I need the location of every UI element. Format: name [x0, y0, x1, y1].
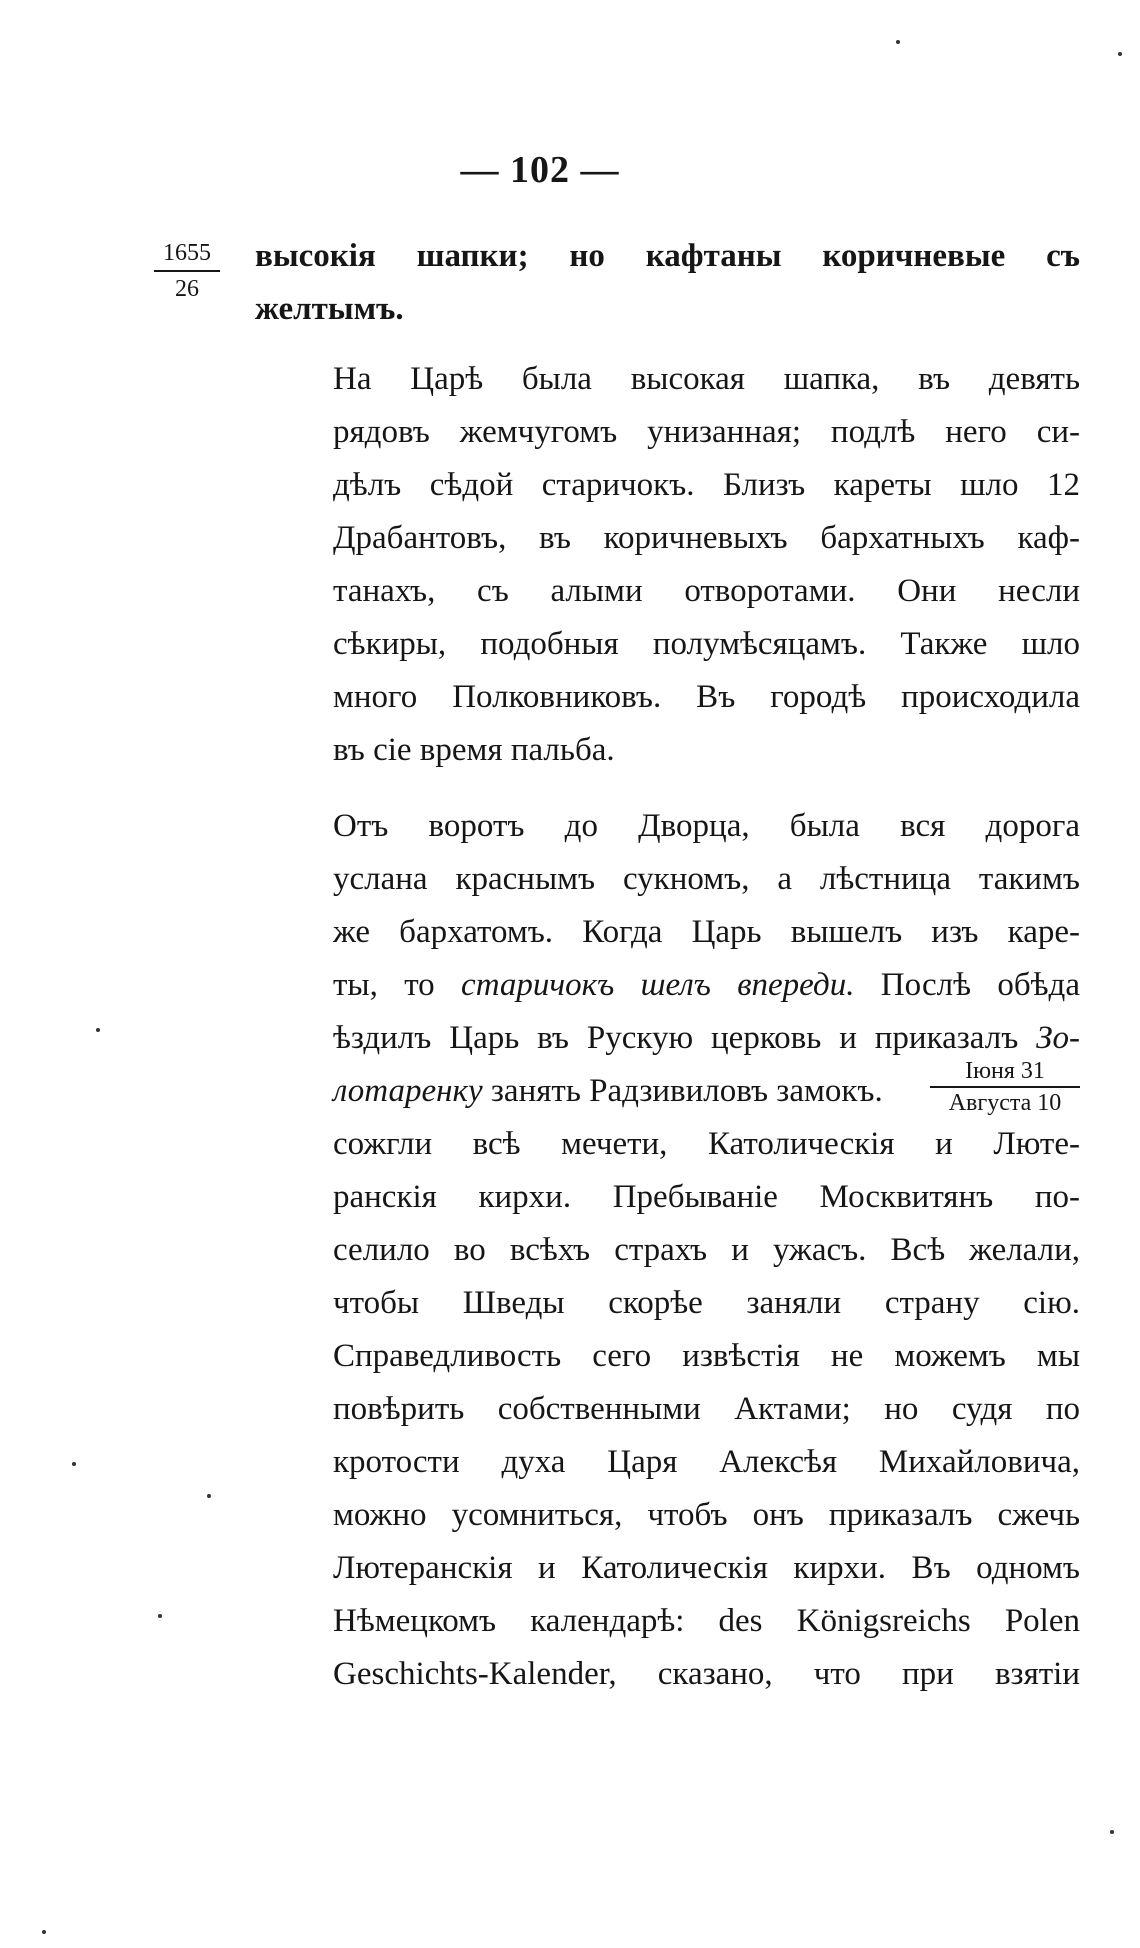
side-date-divider [930, 1086, 1080, 1088]
text-fragment: ѣздилъ Царь въ Рускую церковь и приказалъ [333, 1020, 1037, 1056]
paragraph-1 [255, 230, 1080, 336]
italic-fragment: Зо- [1036, 1020, 1080, 1056]
text-line: дѣлъ сѣдой старичокъ. Близъ кареты шло 12 [333, 467, 1080, 503]
margin-date-day: 26 [175, 276, 199, 302]
text-line: Geschichts-Kalender, сказано, что при взятіи [333, 1656, 1080, 1692]
text-line: сожгли всѣ мечети, Католическія и Люте- [333, 1126, 1080, 1162]
scan-speck [158, 1614, 162, 1618]
paragraph-3 [255, 800, 1080, 1701]
text-line: Лютеранскія и Католическія кирхи. Въ одномъ [333, 1550, 1080, 1586]
text-line: сѣкиры, подобныя полумѣсяцамъ. Также шло [333, 626, 1080, 662]
text-line: много Полковниковъ. Въ городѣ происходила [333, 679, 1080, 715]
text-fragment: занять Радзивиловъ замокъ. [482, 1073, 883, 1109]
side-date-bottom: Августа 10 [948, 1090, 1062, 1116]
side-date-top: Іюня 31 [965, 1058, 1045, 1084]
scan-speck [72, 1462, 76, 1466]
text-line: танахъ, съ алыми отворотами. Они несли [333, 573, 1080, 609]
text-line: Отъ воротъ до Дворца, была вся дорога [333, 808, 1080, 844]
text-line: въ сіе время пальба. [333, 732, 615, 768]
text-line: же бархатомъ. Когда Царь вышелъ изъ каре- [333, 914, 1080, 950]
scan-speck [96, 1028, 100, 1032]
paragraph-2 [255, 353, 1080, 777]
scan-speck [42, 1930, 46, 1934]
side-date-note [930, 1058, 1080, 1116]
page-number: — 102 — [460, 149, 620, 191]
text-line: рядовъ жемчугомъ унизанная; подлѣ него си- [333, 414, 1080, 450]
text-line-with-italic [255, 959, 1080, 1012]
scan-speck [207, 1494, 211, 1498]
text-line: чтобы Шведы скорѣе заняли страну сію. [333, 1285, 1080, 1321]
text-line: Справедливость сего извѣстія не можемъ мы [333, 1338, 1080, 1374]
margin-date-divider [154, 270, 220, 272]
text-line: селило во всѣхъ страхъ и ужасъ. Всѣ желали, [333, 1232, 1080, 1268]
scan-speck [1110, 1830, 1114, 1834]
text-line: ранскія кирхи. Пребываніе Москвитянъ по- [333, 1179, 1080, 1215]
italic-fragment: старичокъ шелъ впереди. [461, 967, 855, 1003]
text-line: Нѣмецкомъ календарѣ: des Königsreichs Polen [333, 1603, 1080, 1639]
margin-date-year: 1655 [163, 240, 211, 266]
text-line: желтымъ. [255, 291, 404, 327]
text-line: Драбантовъ, въ коричневыхъ бархатныхъ каф- [333, 520, 1080, 556]
text-line: услана краснымъ сукномъ, а лѣстница такимъ [333, 861, 1080, 897]
text-line: кротости духа Царя Алексѣя Михайловича, [333, 1444, 1080, 1480]
text-fragment: Послѣ обѣда [854, 967, 1080, 1003]
italic-fragment: лотаренку [333, 1073, 483, 1109]
margin-date-note [152, 238, 222, 304]
text-line: На Царѣ была высокая шапка, въ девять [333, 361, 1080, 397]
scan-speck [1118, 52, 1122, 56]
text-line: высокія шапки; но кафтаны коричневые съ [255, 238, 1080, 274]
text-line: повѣрить собственными Актами; но судя по [333, 1391, 1080, 1427]
scan-speck [896, 40, 900, 44]
text-line: можно усомниться, чтобъ онъ приказалъ сжечь [333, 1497, 1080, 1533]
text-fragment: ты, то [333, 967, 462, 1003]
